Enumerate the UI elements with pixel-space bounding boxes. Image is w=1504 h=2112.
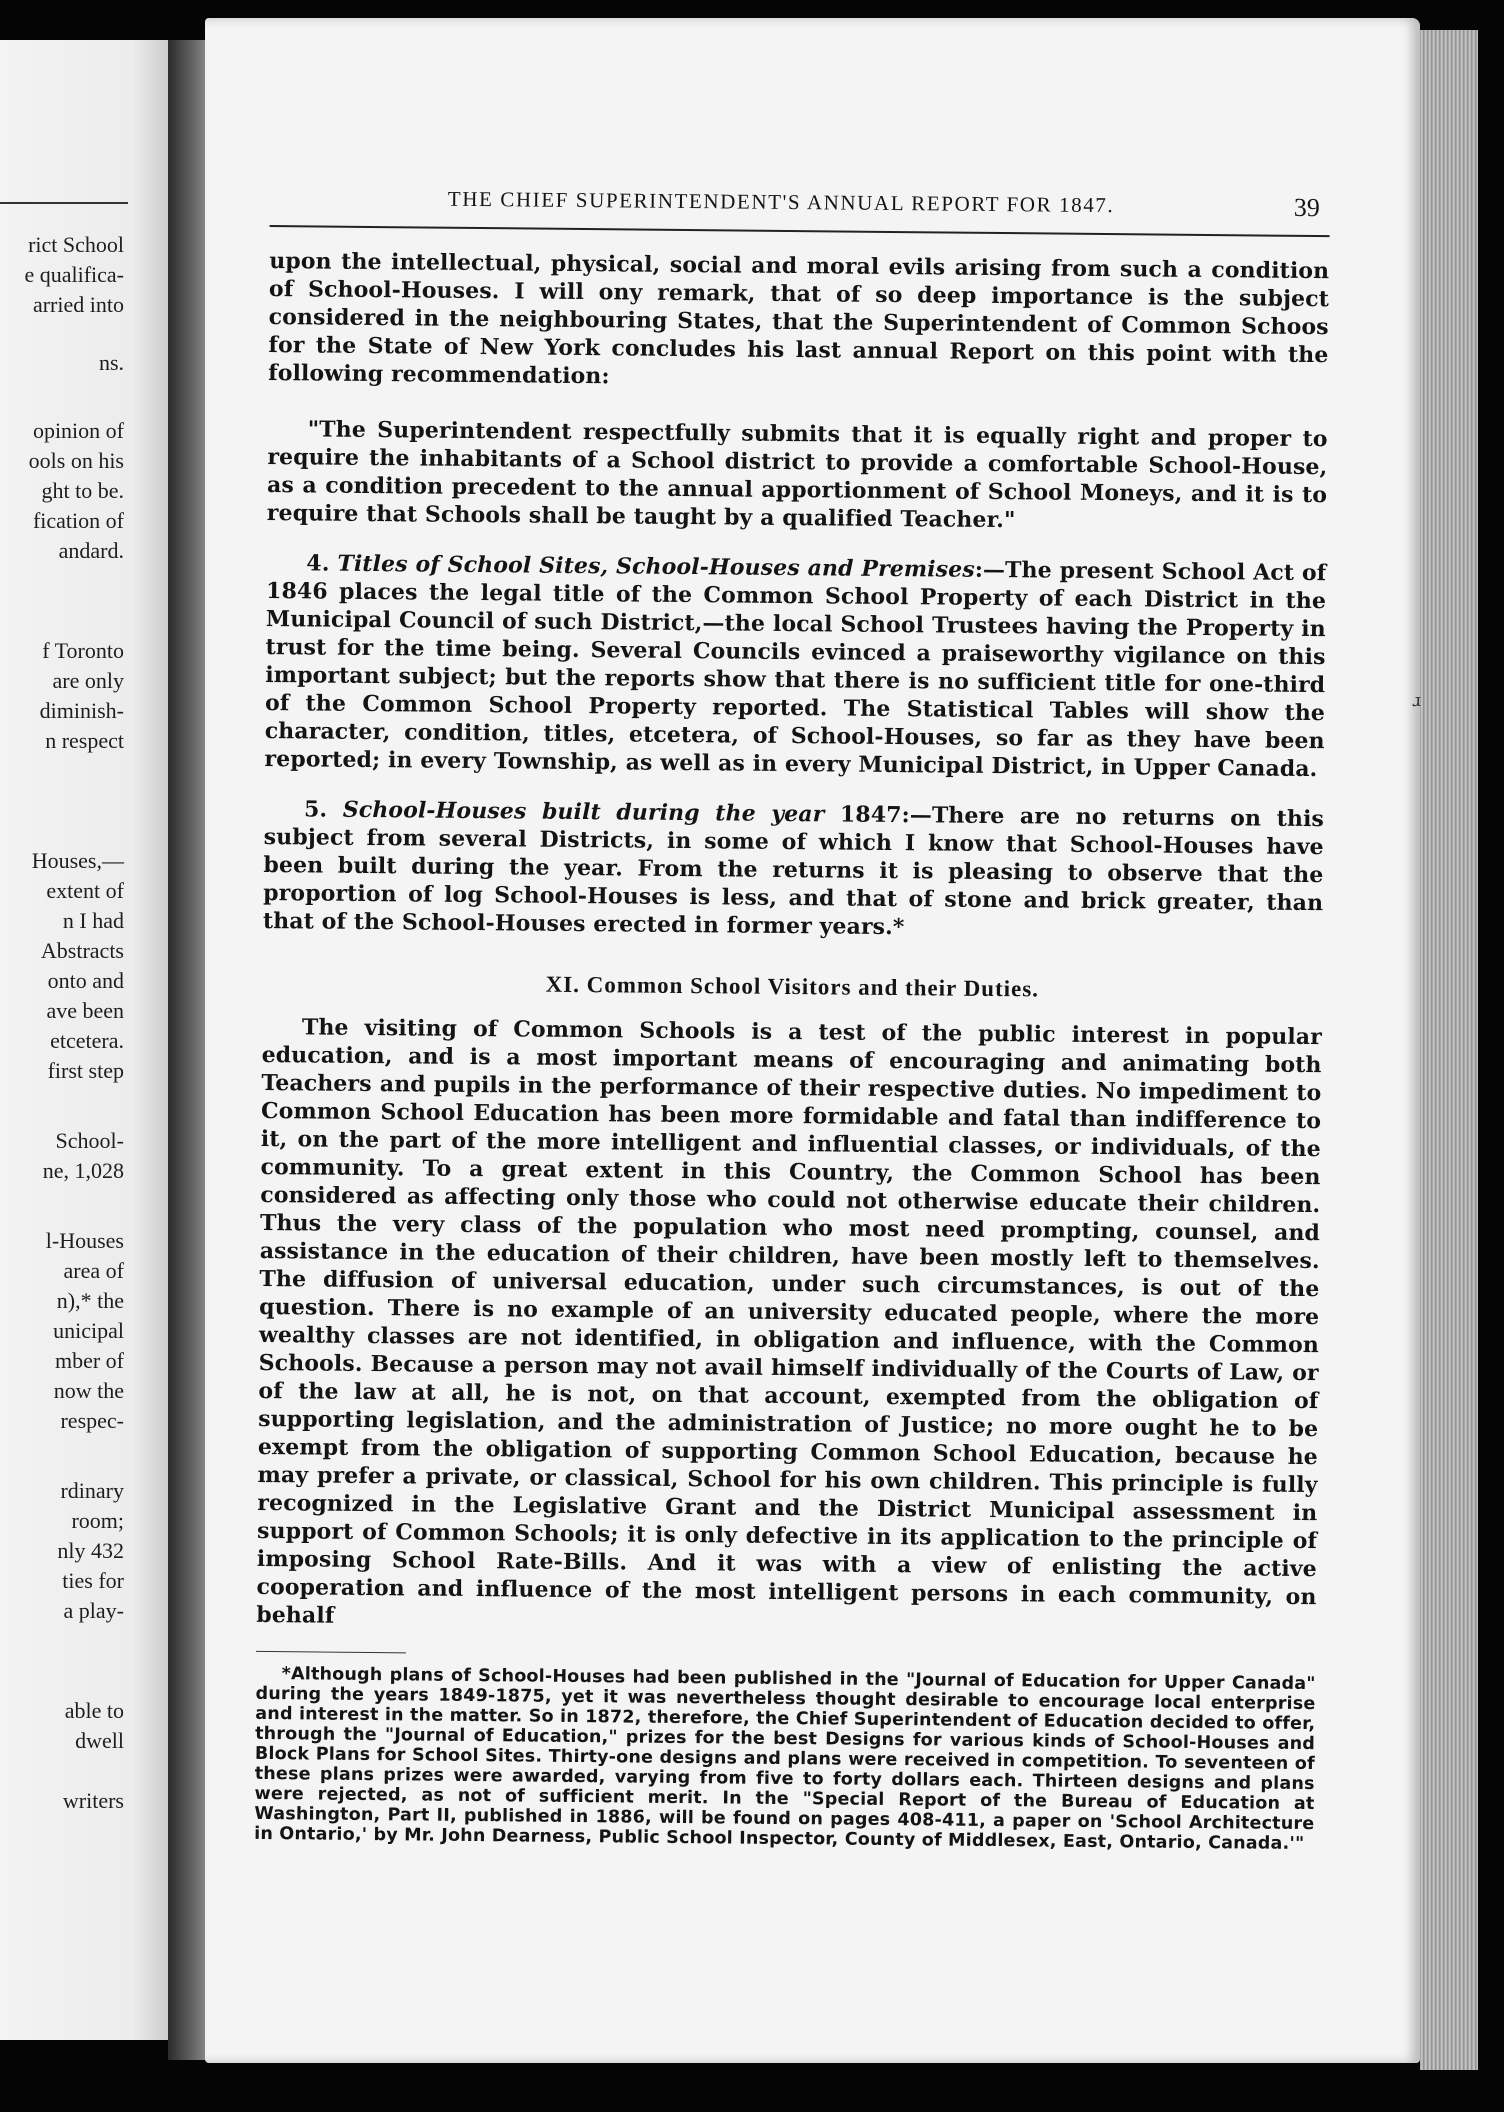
left-page-line: etcetera.: [50, 1028, 124, 1053]
left-page-line: mber of: [54, 1348, 124, 1373]
paragraph-heading: Titles of School Sites, School-Houses and Premises: [337, 550, 975, 583]
left-page-line: School-: [55, 1128, 124, 1153]
left-page-line: able to: [64, 1698, 124, 1723]
footnote-text: *Although plans of School-Houses had been published in the "Journal of Education for Upper Canada" during the years 1849-1875, yet it was nevertheless thought desirable to encourage local enterprise and interest in the matter. So in 1872, therefore, the Chief Superintendent of Education decided to offer, through the "Journal of Education," prizes for the best Designs for various kinds of School-Houses and Block Plans for School Sites. Thirty-one designs and plans were received in competition. To seventeen of these plans prizes were awarded, varying from five to forty dollars each. Thirteen designs and plans were rejected, as not of sufficient merit. In the "Special Report of the Bureau of Education at Washington, Part II, published in 1886, will be found on pages 408-411, a paper on 'School Architecture in Ontario,' by Mr. John Dearness, Public School Inspector, County of Middlesex, East, Ontario, Canada.'": [254, 1664, 1316, 1855]
left-page-line: ne, 1,028: [42, 1158, 124, 1183]
page-content: [254, 185, 1330, 1854]
paragraph-number: 4.: [306, 550, 330, 577]
paragraph-text: 1847:—There are no returns on this subject from several Districts, in some of which I know that School-Houses have been built during the year. From the returns it is pleasing to observe that the proportion of log School-Houses is less, and that of stone and brick greater, than that of the School-Houses erected in former years.*: [262, 801, 1325, 941]
left-page-rule: [0, 202, 128, 204]
left-page-line: ools on his: [28, 448, 124, 473]
left-page-line: e qualifica-: [24, 262, 124, 287]
page-edges: [1420, 30, 1478, 2070]
left-page-line: ties for: [62, 1568, 124, 1593]
left-page-line: n),* the: [56, 1288, 124, 1313]
left-page-line: first step: [47, 1058, 124, 1083]
paragraph-number: 5.: [303, 796, 328, 823]
left-page-line: f Toronto: [42, 638, 124, 663]
paragraph-school-houses-built: [263, 795, 1324, 945]
left-page-line: room;: [71, 1508, 124, 1533]
left-page-line: respec-: [60, 1408, 124, 1433]
running-title: THE CHIEF SUPERINTENDENT'S ANNUAL REPORT FOR 1847.: [447, 186, 1115, 218]
left-page-line: ave been: [46, 998, 124, 1023]
left-page-line: ght to be.: [41, 478, 124, 503]
footnote-rule: [256, 1651, 406, 1653]
left-page-line: Houses,—: [31, 848, 124, 873]
left-page-line: writers: [62, 1788, 124, 1813]
left-page-line: n I had: [62, 908, 124, 933]
paragraph-text: :—The present School Act of 1846 places the legal title of the Common School Property of each District in the Municipal Council of such District,—the local School Trustees having the Property in trust for the time being. Several Councils evinced a praiseworthy vigilance on this important subject; but the reports show that there is no sufficient title for one-third of the Common School Property reported. The Statistical Tables will show the character, condition, titles, etcetera, of School-Houses, so far as they have been reported; in every Township, as well as in every Municipal District, in Upper Canada.: [264, 556, 1327, 783]
left-page-line: l-Houses: [45, 1228, 124, 1253]
margin-mark: ɹ: [1412, 690, 1422, 711]
paragraph-visiting: The visiting of Common Schools is a test of the public interest in popular education, and is a most important means of encouraging and animating both Teachers and pupils in the performance of their respective duties. No impediment to Common School Education has been more formidable and fatal than indifference to it, on the part of the more intelligent and influential classes, or individuals, of the community. To a great extent in this Country, the Common School has been considered as affecting only those who could not otherwise educate their children. Thus the very class of the population who most need prompting, counsel, and assistance in the education of their children, have been mostly left to themselves. The diffusion of universal education, under such circumstances, is out of the question. There is no example of an university educated people, where the more wealthy classes are not identified, in obligation and influence, with the Common Schools. Because a person may not avail himself individually of the Courts of Law, or of the law at all, he is not, on that account, exempted from the obligation of supporting legislation, and the administration of Justice; no more ought he to be exempt from the obligation of supporting Common School Education, because he may prefer a private, or classical, School for his own children. This principle is fully recognized in the Legislative Grant and the District Municipal assessment in support of Common Schools; it is only defective in its application to the principle of imposing School Rate-Bills. And it was with a view of enlisting the active cooperation and influence of the most intelligent persons in each community, on behalf: [256, 1014, 1322, 1629]
left-page-line: dwell: [75, 1728, 124, 1753]
left-page-line: ns.: [98, 350, 124, 375]
footnote: [254, 1664, 1316, 1854]
left-page-line: a play-: [63, 1598, 124, 1623]
left-page-line: arried into: [32, 292, 124, 317]
left-page-line: Abstracts: [40, 938, 124, 963]
page-number: 39: [1293, 192, 1320, 223]
left-page-line: diminish-: [39, 698, 124, 723]
quotation: "The Superintendent respectfully submits that it is equally right and proper to require the inhabitants of a School district to provide a comfortable School-House, as a condition precedent to the annual apportionment of School Moneys, and it is to require that Schools shall be taught by a qualified Teacher.": [266, 416, 1328, 534]
paragraph-heading: School-Houses built during the year: [342, 796, 825, 828]
left-page-line: nly 432: [57, 1538, 124, 1563]
left-page-line: extent of: [46, 878, 124, 903]
left-page-line: fication of: [32, 508, 124, 533]
left-page-line: area of: [63, 1258, 124, 1283]
left-page-line: are only: [52, 668, 124, 693]
left-page-line: rict School: [28, 232, 124, 257]
left-page-line: unicipal: [53, 1318, 124, 1343]
left-page-line: andard.: [58, 538, 124, 563]
left-page-line: now the: [53, 1378, 124, 1403]
section-heading: XI. Common School Visitors and their Duties.: [545, 971, 1040, 1002]
left-page-line: rdinary: [60, 1478, 124, 1503]
paragraph-titles: [264, 549, 1326, 783]
paragraph-intro: upon the intellectual, physical, social and moral evils arising from such a condition of School-Houses. I will ony remark, that of so deep importance is the subject considered in the neighbouring States, that the Superintendent of Common Schoos for the State of New York concludes his last annual Report on this point with the following recommendation:: [268, 247, 1330, 390]
left-facing-page: [0, 40, 190, 2040]
left-page-line: onto and: [47, 968, 124, 993]
left-page-line: n respect: [45, 728, 124, 753]
left-page-line: opinion of: [32, 418, 124, 443]
